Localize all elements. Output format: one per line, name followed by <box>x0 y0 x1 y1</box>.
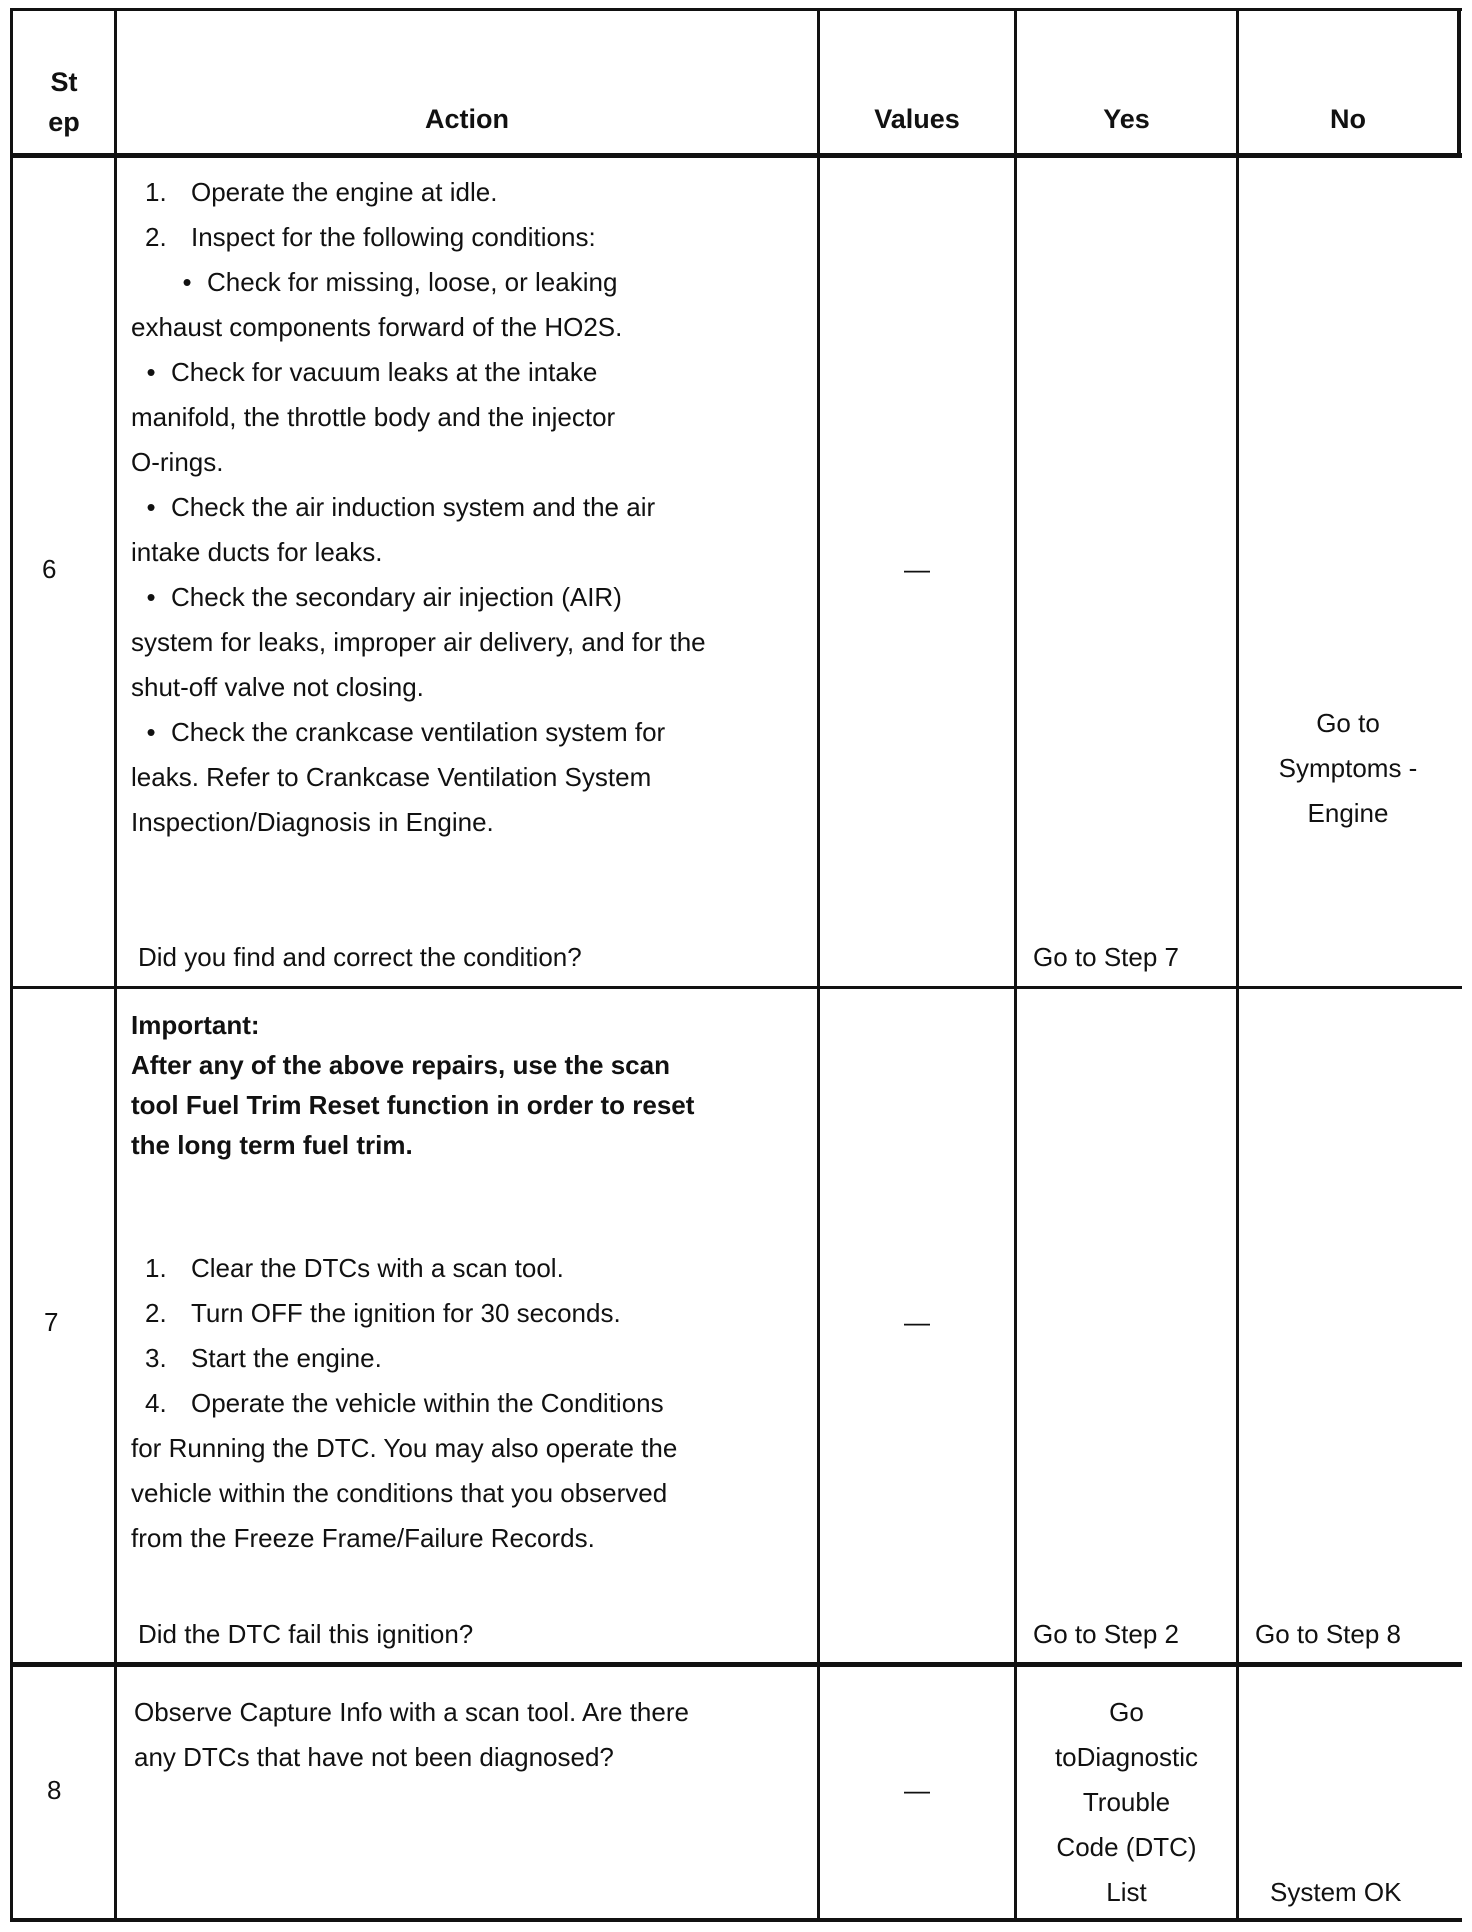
col-divider-step <box>114 8 117 1922</box>
list-item: 2. Turn OFF the ignition for 30 seconds. <box>145 1298 621 1328</box>
list-item: 1. Clear the DTCs with a scan tool. <box>145 1253 564 1283</box>
question-text: Did the DTC fail this ignition? <box>138 1619 474 1649</box>
header-yes: Yes <box>1103 104 1150 134</box>
row-divider-6-7 <box>10 986 1462 989</box>
no-line: Engine <box>1307 798 1389 828</box>
list-item: 2. Inspect for the following conditions: <box>145 222 596 252</box>
step-number: 8 <box>47 1775 62 1805</box>
step-number: 7 <box>44 1307 59 1337</box>
bullet-continuation: leaks. Refer to Crankcase Ventilation System <box>131 762 652 792</box>
diagnostic-table <box>10 8 1462 1924</box>
bullet-continuation: shut-off valve not closing. <box>131 672 424 702</box>
action-steps-step-7 <box>131 1246 811 1561</box>
list-continuation: from the Freeze Frame/Failure Records. <box>131 1523 595 1553</box>
list-item: 3. Start the engine. <box>145 1343 382 1373</box>
col-divider-yes <box>1236 8 1239 1922</box>
table-left-border <box>10 8 13 1922</box>
no-line: Symptoms - <box>1278 753 1418 783</box>
yes-cell: Go to Step 7 <box>1033 942 1179 972</box>
question-text: Did you find and correct the condition? <box>138 942 582 972</box>
header-no: No <box>1330 104 1366 134</box>
no-cell <box>1239 701 1457 836</box>
bullet-item: • Check the crankcase ventilation system for <box>146 717 666 747</box>
values-cell: — <box>904 1775 930 1805</box>
bullet-continuation: O-rings. <box>131 447 224 477</box>
bullet-item: • Check for vacuum leaks at the intake <box>146 357 598 387</box>
bullet-continuation: system for leaks, improper air delivery, and for the <box>131 627 706 657</box>
col-divider-action <box>817 8 820 1922</box>
bullet-continuation: manifold, the throttle body and the injector <box>131 402 616 432</box>
bullet-item: • Check the secondary air injection (AIR) <box>146 582 622 612</box>
no-line: Go to <box>1316 708 1380 738</box>
step-number: 6 <box>42 554 57 584</box>
yes-line: Go <box>1109 1697 1144 1727</box>
header-step-line2: ep <box>48 107 80 137</box>
bullet-item: • Check for missing, loose, or leaking <box>182 267 618 297</box>
action-cell-step-6 <box>131 170 811 845</box>
table-right-border <box>1457 8 1461 158</box>
important-line: After any of the above repairs, use the scan <box>131 1050 670 1080</box>
yes-line: List <box>1106 1877 1147 1907</box>
bullet-continuation: Inspection/Diagnosis in Engine. <box>131 807 494 837</box>
action-line: Observe Capture Info with a scan tool. Are there <box>134 1697 689 1727</box>
important-note <box>131 1005 811 1165</box>
header-step <box>14 62 114 142</box>
row-divider-7-8 <box>10 1662 1462 1667</box>
list-item: 1. Operate the engine at idle. <box>145 177 498 207</box>
important-line: the long term fuel trim. <box>131 1130 413 1160</box>
yes-line: Code (DTC) <box>1056 1832 1197 1862</box>
header-step-line1: St <box>50 67 78 97</box>
table-top-border <box>10 8 1462 11</box>
values-cell: — <box>904 554 930 584</box>
table-bottom-border <box>10 1918 1462 1922</box>
bullet-continuation: intake ducts for leaks. <box>131 537 383 567</box>
action-line: any DTCs that have not been diagnosed? <box>134 1742 614 1772</box>
bullet-continuation: exhaust components forward of the HO2S. <box>131 312 623 342</box>
no-cell: System OK <box>1270 1877 1402 1907</box>
col-divider-values <box>1014 8 1017 1922</box>
yes-cell <box>1017 1690 1236 1915</box>
list-continuation: vehicle within the conditions that you observed <box>131 1478 668 1508</box>
important-line: tool Fuel Trim Reset function in order to reset <box>131 1090 695 1120</box>
important-label: Important: <box>131 1010 260 1040</box>
list-item: 4. Operate the vehicle within the Conditions <box>145 1388 664 1418</box>
bullet-item: • Check the air induction system and the air <box>146 492 656 522</box>
header-divider <box>10 153 1462 158</box>
header-values: Values <box>874 104 960 134</box>
no-cell: Go to Step 8 <box>1255 1619 1401 1649</box>
header-action: Action <box>425 104 509 134</box>
list-continuation: for Running the DTC. You may also operate the <box>131 1433 678 1463</box>
yes-line: Trouble <box>1082 1787 1171 1817</box>
action-cell-step-8 <box>134 1690 814 1780</box>
values-cell: — <box>904 1307 930 1337</box>
yes-cell: Go to Step 2 <box>1033 1619 1179 1649</box>
yes-line: toDiagnostic <box>1054 1742 1199 1772</box>
